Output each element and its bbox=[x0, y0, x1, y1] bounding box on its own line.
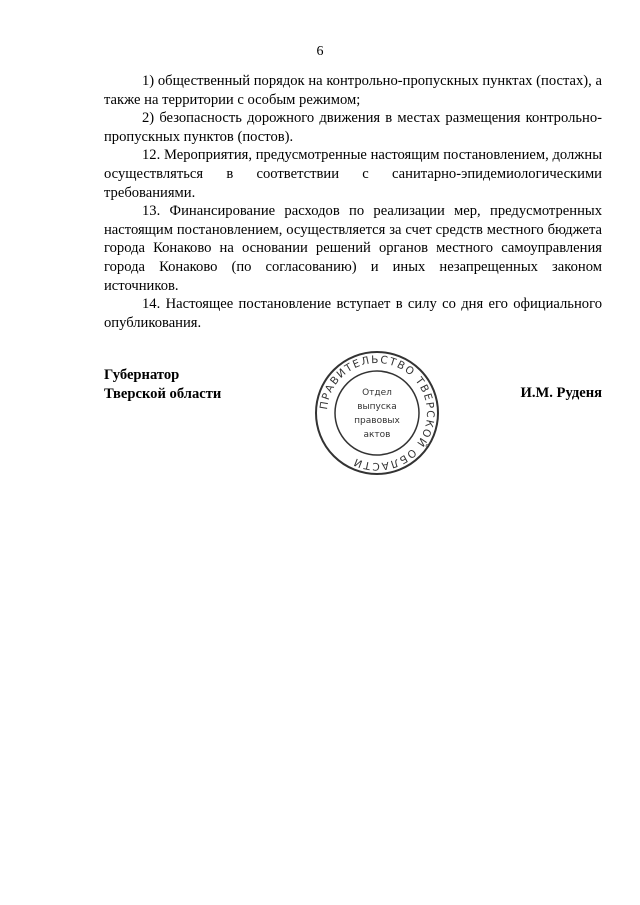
signature-region: Тверской области bbox=[104, 386, 222, 402]
stamp-ring-textpath: ПРАВИТЕЛЬСТВО ТВЕРСКОЙ ОБЛАСТИ bbox=[317, 353, 437, 473]
stamp-center-line-1: Отдел bbox=[362, 388, 392, 398]
page-number: 6 bbox=[316, 44, 324, 59]
stamp-center-line-3: правовых bbox=[354, 416, 400, 426]
official-stamp bbox=[314, 350, 440, 476]
paragraph-item-13: 13. Финансирование расходов по реализации мер, предусмотренных настоящим постановлением, осуществляется за счет средств местного бюджета города Конаково на основании решений органов местного самоуправления города Конаково (по согласованию) и иных незапрещенных законом источников. bbox=[104, 203, 602, 294]
paragraph-item-2: 2) безопасность дорожного движения в местах размещения контрольно-пропускных пунктов (постов). bbox=[104, 110, 602, 145]
paragraph-item-12: 12. Мероприятия, предусмотренные настоящим постановлением, должны осуществляться в соответствии с санитарно-эпидемиологическими требованиями. bbox=[104, 147, 602, 201]
document-body bbox=[104, 72, 602, 332]
stamp-center-line-4: актов bbox=[363, 430, 391, 440]
signature-name: И.М. Руденя bbox=[520, 385, 602, 401]
signature-position: Губернатор bbox=[104, 367, 180, 383]
stamp-center-line-2: выпуска bbox=[357, 402, 397, 412]
paragraph-item-14: 14. Настоящее постановление вступает в силу со дня его официального опубликования. bbox=[104, 296, 602, 331]
stamp-inner-ring bbox=[335, 371, 419, 455]
signature-title bbox=[104, 366, 221, 404]
paragraph-item-1: 1) общественный порядок на контрольно-пропускных пунктах (постах), а также на территории с особым режимом; bbox=[104, 73, 602, 108]
